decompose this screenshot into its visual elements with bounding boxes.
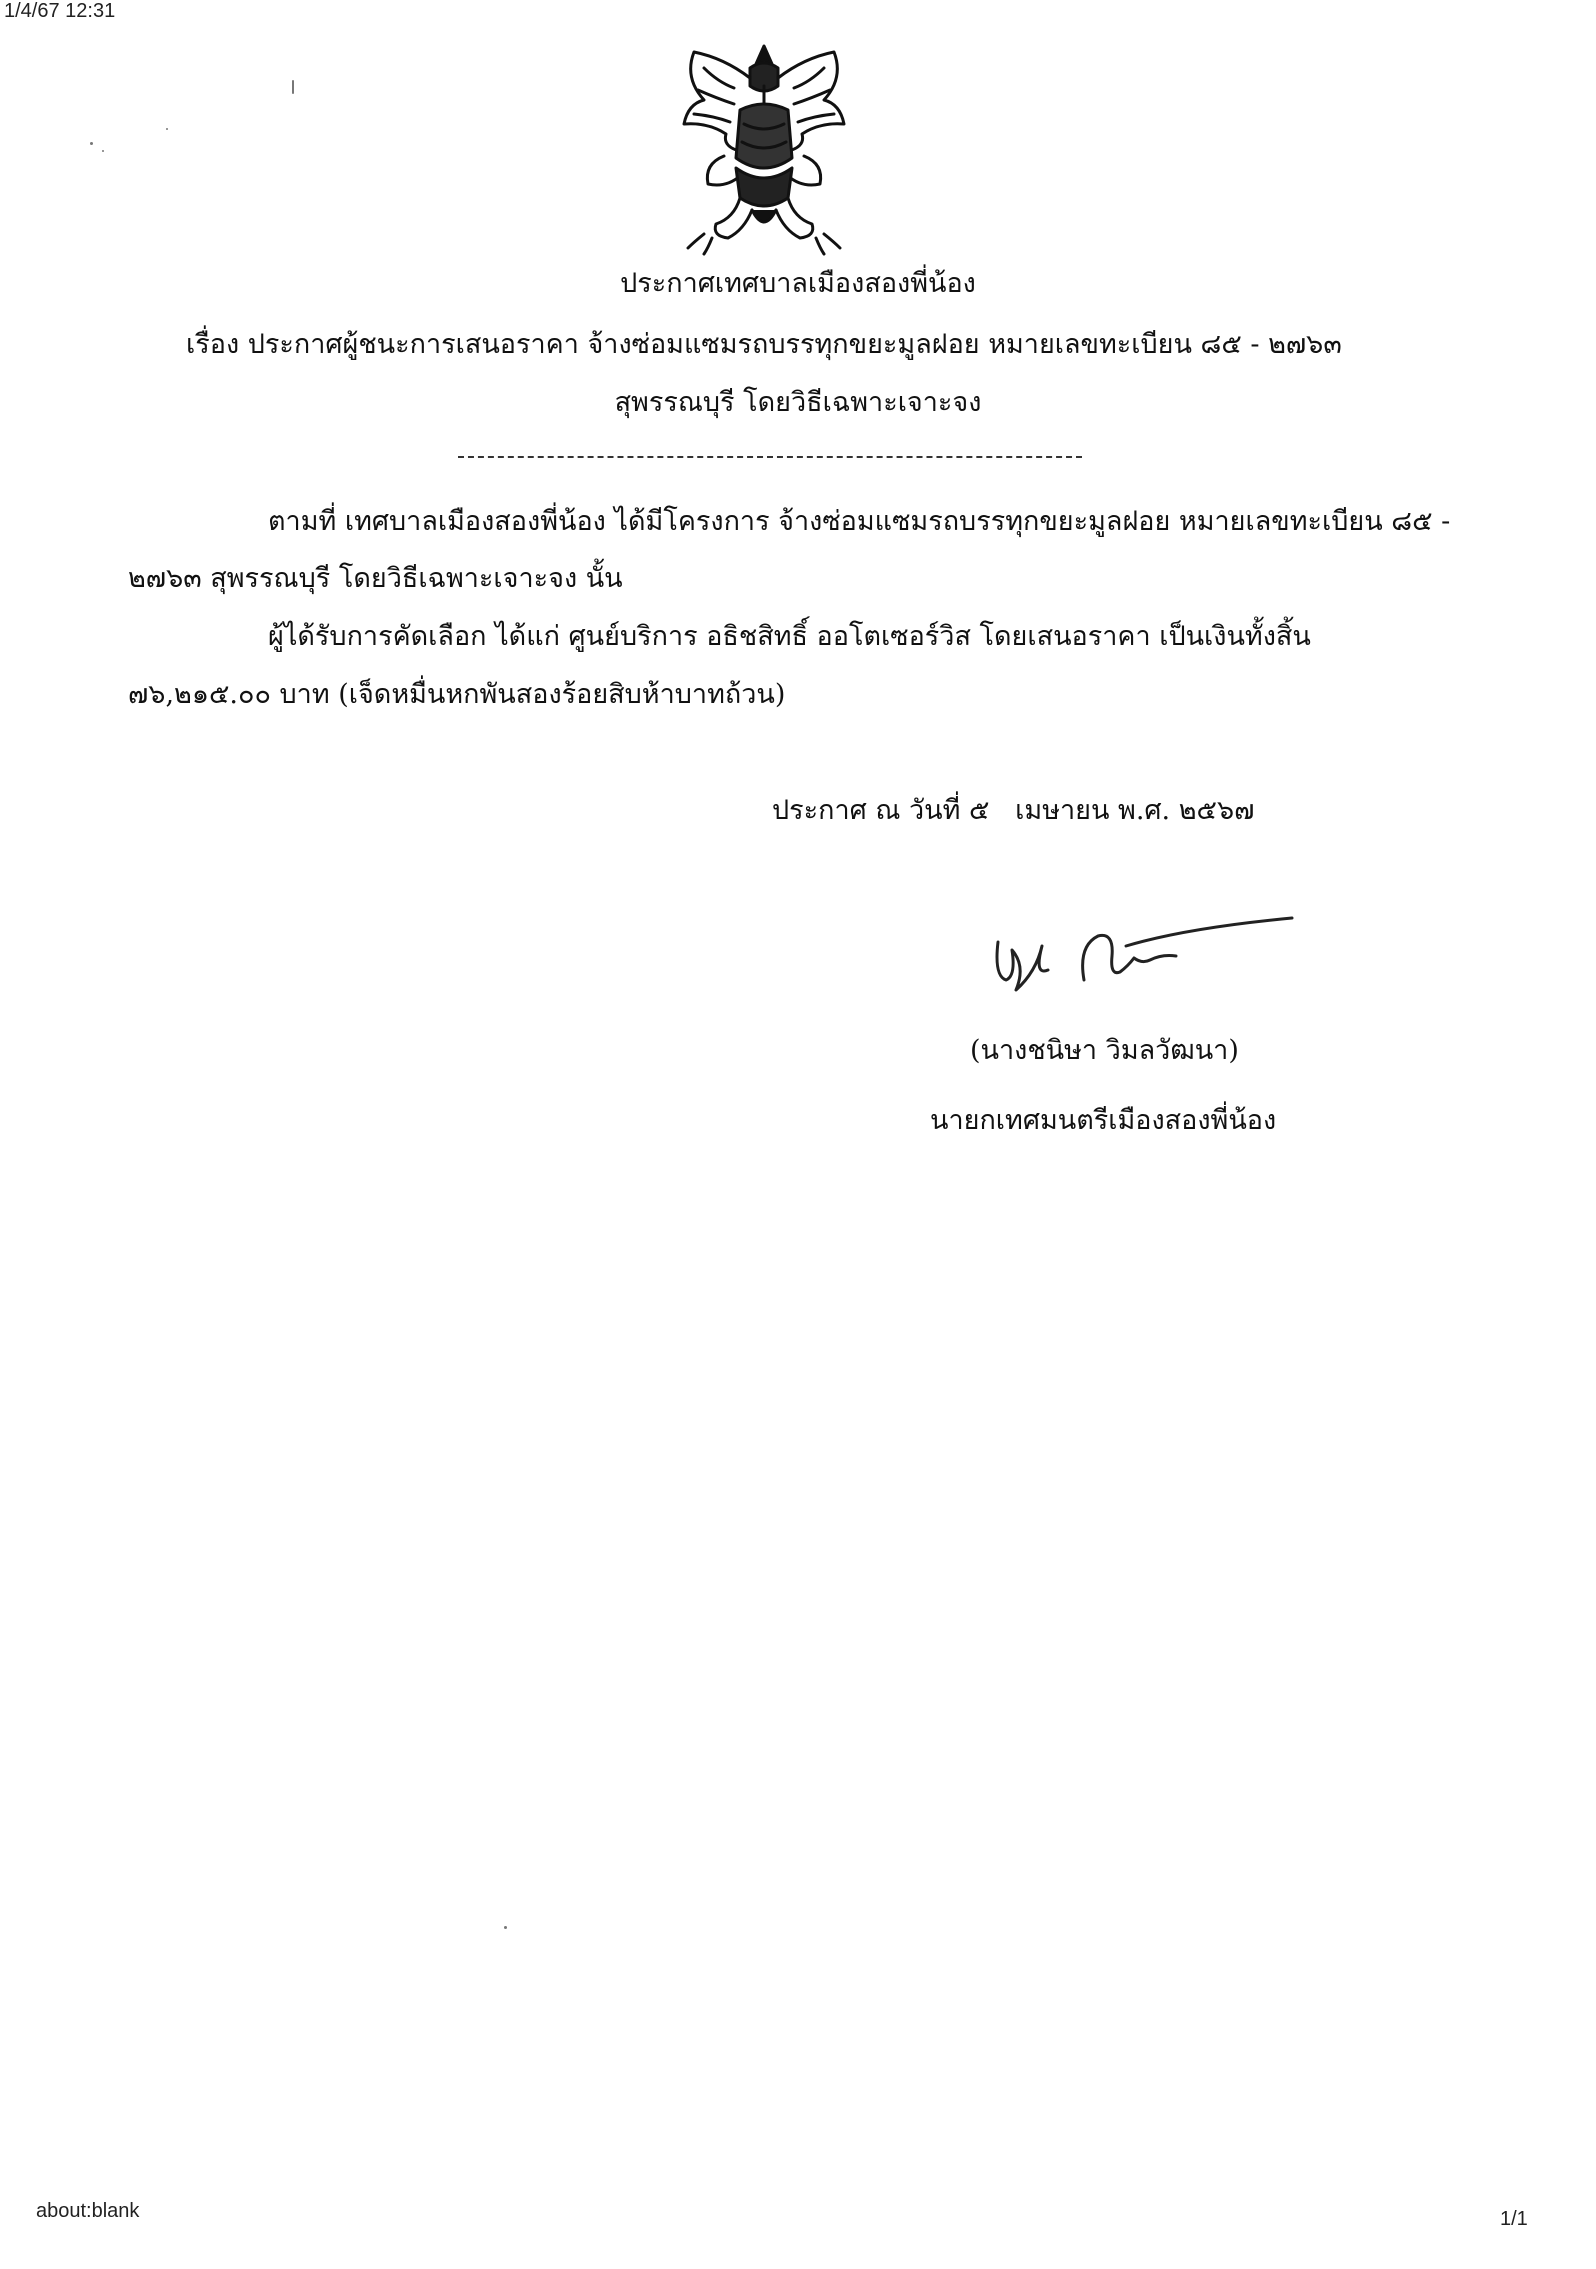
scan-speck <box>504 1926 507 1929</box>
garuda-emblem <box>664 38 864 256</box>
scan-speck <box>292 80 294 94</box>
announcement-subject-line-1: เรื่อง ประกาศผู้ชนะการเสนอราคา จ้างซ่อมแซมรถบรรทุกขยะมูลฝอย หมายเลขทะเบียน ๘๕ - ๒๗๖๓ <box>186 329 1342 360</box>
handwritten-signature <box>986 906 1296 998</box>
scan-speck <box>102 150 104 152</box>
paragraph-2-line-2: ๗๖,๒๑๕.๐๐ บาท (เจ็ดหมื่นหกพันสองร้อยสิบห้าบาทถ้วน) <box>128 679 786 710</box>
paragraph-2-line-1: ผู้ได้รับการคัดเลือก ได้แก่ ศูนย์บริการ อธิชสิทธิ์ ออโตเซอร์วิส โดยเสนอราคา เป็นเงินทั้งสิ้น <box>268 621 1311 652</box>
print-url: about:blank <box>36 2200 140 2222</box>
scan-speck <box>166 128 168 130</box>
print-page-number: 1/1 <box>1500 2208 1528 2230</box>
paragraph-1-line-1: ตามที่ เทศบาลเมืองสองพี่น้อง ได้มีโครงการ จ้างซ่อมแซมรถบรรทุกขยะมูลฝอย หมายเลขทะเบียน ๘๕ - <box>268 506 1451 537</box>
signer-position: นายกเทศมนตรีเมืองสองพี่น้อง <box>930 1105 1277 1136</box>
announcement-date: ประกาศ ณ วันที่ ๕ เมษายน พ.ศ. ๒๕๖๗ <box>772 795 1255 826</box>
header-divider <box>458 456 1082 458</box>
scan-speck <box>90 142 93 145</box>
paragraph-1-line-2: ๒๗๖๓ สุพรรณบุรี โดยวิธีเฉพาะเจาะจง นั้น <box>128 563 623 594</box>
announcement-subject-line-2: สุพรรณบุรี โดยวิธีเฉพาะเจาะจง <box>614 387 982 418</box>
announcement-title: ประกาศเทศบาลเมืองสองพี่น้อง <box>620 268 976 299</box>
print-timestamp: 1/4/67 12:31 <box>4 0 116 22</box>
signer-name: (นางชนิษา วิมลวัฒนา) <box>970 1035 1239 1066</box>
